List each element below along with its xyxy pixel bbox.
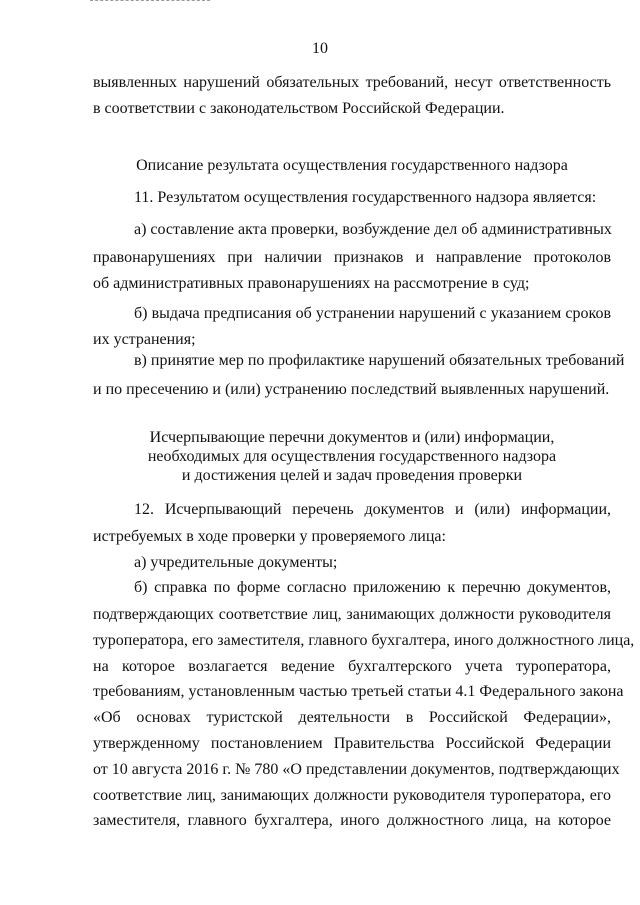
text-line: требованиям, установленным частью третьей статьи 4.1 Федерального закона [93, 683, 624, 700]
section-heading: Описание результата осуществления государственного надзора [136, 157, 568, 174]
paragraph-line: в) принятие мер по профилактике нарушений обязательных требований [134, 352, 625, 369]
text-line: правонарушениях при наличии признаков и направление протоколов [93, 249, 611, 266]
text-line: утвержденному постановлением Правительства Российской Федерации [93, 735, 611, 752]
text-line: «Об основах туристской деятельности в Российской Федерации», [93, 709, 611, 726]
paragraph-line: а) составление акта проверки, возбуждение дел об административных [134, 221, 612, 238]
paragraph-line: б) справка по форме согласно приложению к перечню документов, [134, 579, 611, 596]
text-line: выявленных нарушений обязательных требований, несут ответственность [93, 74, 611, 91]
text-line: на которое возлагается ведение бухгалтерского учета туроператора, [93, 658, 611, 675]
section-heading: Исчерпывающие перечни документов и (или) информации, [149, 429, 555, 446]
paragraph-line: 11. Результатом осуществления государственного надзора является: [134, 189, 597, 206]
text-line: заместителя, главного бухгалтера, иного должностного лица, на которое [93, 812, 611, 829]
text-line: истребуемых в ходе проверки у проверяемого лица: [93, 528, 446, 545]
text-line: в соответствии с законодательством Российской Федерации. [93, 100, 505, 117]
paragraph-line: а) учредительные документы; [134, 554, 338, 571]
page-number: 10 [312, 40, 328, 57]
scan-edge-mark [90, 0, 210, 4]
text-line: их устранения; [93, 331, 196, 348]
section-heading: необходимых для осуществления государственного надзора [147, 448, 557, 465]
text-line: соответствие лиц, занимающих должности руководителя туроператора, его [93, 787, 611, 804]
text-line: и по пресечению и (или) устранению последствий выявленных нарушений. [93, 381, 610, 398]
text-line: подтверждающих соответствие лиц, занимающих должности руководителя [93, 606, 611, 623]
section-heading: и достижения целей и задач проведения проверки [181, 467, 523, 484]
paragraph-line: 12. Исчерпывающий перечень документов и (или) информации, [134, 501, 611, 518]
text-line: туроператора, его заместителя, главного бухгалтера, иного должностного лица, [93, 632, 635, 649]
text-line: об административных правонарушениях на рассмотрение в суд; [93, 275, 530, 292]
text-line: от 10 августа 2016 г. № 780 «О представлении документов, подтверждающих [93, 761, 620, 778]
paragraph-line: б) выдача предписания об устранении нарушений с указанием сроков [134, 305, 611, 322]
